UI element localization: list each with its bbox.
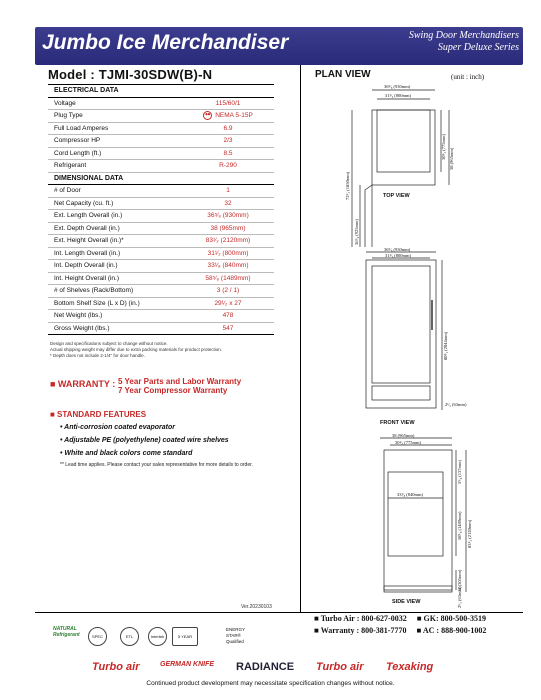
page-title: Jumbo Ice Merchandiser	[42, 31, 289, 54]
spec-label: Voltage	[48, 97, 182, 110]
spec-label: Ext. Depth Overall (in.)	[48, 222, 182, 235]
top-view-door-swing	[365, 185, 372, 247]
dim-front-base: 2¹⁄₂ (63mm)	[445, 402, 467, 407]
top-view-interior	[377, 110, 430, 172]
warranty-badge-icon: 5 YEAR	[172, 627, 198, 646]
spec-value: 2/3	[182, 135, 274, 148]
side-view-interior	[388, 472, 443, 556]
spec-label: Gross Weight (lbs.)	[48, 322, 182, 335]
dim-side-top: 5⁵⁄₈ (137mm)	[457, 459, 462, 484]
contact-ac: ■ AC : 888-900-1002	[416, 626, 487, 635]
dim-front-height: 80¹⁄₂ (2044mm)	[443, 331, 448, 360]
dim-side-depth: 38 (965mm)	[392, 433, 415, 438]
front-view-label: FRONT VIEW	[380, 420, 415, 426]
spec-value: 115/60/1	[182, 97, 274, 110]
warranty-line-1: 5 Year Parts and Labor Warranty	[118, 377, 242, 386]
spec-value: 29¹⁄₂ x 27	[182, 297, 274, 310]
lead-time-note: ** Lead time applies. Please contact your sales representative for more details to order.	[60, 462, 253, 468]
brand-turbo-air-logo-2: Turbo air	[316, 661, 364, 673]
spec-label: Net Weight (lbs.)	[48, 310, 182, 323]
note-line: Actual shipping weight may differ due to extra packing materials for product protection.	[50, 347, 223, 352]
spec-label: Refrigerant	[48, 160, 182, 173]
spec-cert-icon: SPEC	[88, 627, 107, 646]
spec-label: Int. Depth Overall (in.)	[48, 260, 182, 273]
spec-value: 33¹⁄₈ (840mm)	[182, 260, 274, 273]
version-label: Ver.20230103	[241, 604, 272, 610]
side-view-cabinet	[384, 450, 452, 590]
section-heading-text: ELECTRICAL DATA	[48, 85, 274, 98]
plug-icon: ⦁⦁	[205, 112, 211, 119]
spec-value: 36⁵⁄₈ (930mm)	[182, 210, 274, 223]
warranty-line-2: 7 Year Compressor Warranty	[118, 386, 228, 395]
note-line: * Depth does not include 2-1/4" for door handle.	[50, 353, 145, 358]
spec-value: 478	[182, 310, 274, 323]
feature-item: • White and black colors come standard	[60, 450, 193, 457]
warranty-label: ■ WARRANTY :	[50, 379, 116, 389]
dim-side-base: 2¹⁄₂ (63mm)	[457, 586, 462, 608]
dim-top-int-width: 31¹⁄₂ (800mm)	[385, 93, 412, 98]
dim-top-door: 36³⁄₈ (925mm)	[354, 218, 359, 245]
dim-side-depth-2: 30¹⁄₂ (775mm)	[395, 440, 422, 445]
dim-side-int-height: 58⁵⁄₈ (1489mm)	[457, 511, 462, 540]
plan-view-title: PLAN VIEW	[315, 69, 371, 80]
spec-value: 31¹⁄₂ (800mm)	[182, 247, 274, 260]
dim-side-int-depth: 33¹⁄₈ (840mm)	[397, 492, 424, 497]
spec-value: 58⁵⁄₈ (1489mm)	[182, 272, 274, 285]
contact-warranty: ■ Warranty : 800-381-7770	[314, 626, 407, 635]
note-line: Design and specifications subject to change without notice.	[50, 341, 168, 346]
spec-value: 32	[182, 197, 274, 210]
spec-label: Full Load Amperes	[48, 122, 182, 135]
subtitle-line-1: Swing Door Merchandisers	[408, 30, 519, 41]
spec-label: Net Capacity (cu. ft.)	[48, 197, 182, 210]
subtitle-line-2: Super Deluxe Series	[437, 42, 519, 53]
natural-refrigerant-badge: NATURAL Refrigerant	[53, 626, 80, 638]
spec-value: 3 (2 / 1)	[182, 285, 274, 298]
brand-texaking-logo: Texaking	[386, 661, 434, 673]
footer-disclaimer: Continued product development may necessitate specification changes without notice.	[146, 680, 395, 687]
side-view-base	[384, 586, 452, 592]
dim-side-low: 12 (305mm)	[457, 569, 462, 592]
dim-top-depth-2: 38 (965mm)	[449, 147, 454, 170]
dim-top-depth-1: 30¹⁄₂ (775mm)	[441, 133, 446, 160]
section-heading-text: DIMENSIONAL DATA	[48, 172, 274, 185]
unit-label: (unit : inch)	[451, 73, 485, 81]
spec-value: 6.9	[182, 122, 274, 135]
model-number: Model : TJMI-30SDW(B)-N	[48, 67, 213, 82]
contact-gk: ■ GK: 800-500-3519	[416, 614, 486, 623]
spec-value: 8.5	[182, 147, 274, 160]
spec-label: # of Shelves (Rack/Bottom)	[48, 285, 182, 298]
feature-item: • Adjustable PE (polyethylene) coated wire shelves	[60, 437, 229, 444]
dim-top-width: 36⁵⁄₈ (930mm)	[384, 84, 411, 89]
dim-top-open: 72³⁄₄ (1850mm)	[345, 171, 350, 200]
spec-label: Int. Length Overall (in.)	[48, 247, 182, 260]
spec-label: Ext. Height Overall (in.)*	[48, 235, 182, 248]
side-view-label: SIDE VIEW	[392, 599, 421, 605]
spec-value: 547	[182, 322, 274, 335]
standard-features-label: ■ STANDARD FEATURES	[50, 410, 147, 419]
spec-label: # of Door	[48, 185, 182, 198]
spec-label: Ext. Length Overall (in.)	[48, 210, 182, 223]
brand-turbo-air-logo: Turbo air	[92, 661, 140, 673]
dim-front-width: 36⁵⁄₈ (930mm)	[384, 247, 411, 252]
spec-label: Cord Length (ft.)	[48, 147, 182, 160]
spec-value: 38 (965mm)	[182, 222, 274, 235]
brand-german-knife-logo: GERMAN KNIFE	[160, 661, 215, 668]
spec-label: Plug Type	[48, 110, 182, 123]
brand-radiance-logo: RADIANCE	[236, 661, 295, 673]
spec-label: Bottom Shelf Size (L x D) (in.)	[48, 297, 182, 310]
front-view-glass	[372, 266, 430, 383]
spec-value: 83¹⁄₂ (2120mm)	[182, 235, 274, 248]
spec-value: 1	[182, 185, 274, 198]
intertek-cert-icon: Intertek	[148, 627, 167, 646]
top-view-label: TOP VIEW	[383, 193, 410, 199]
dim-side-height: 83¹⁄₂ (2120mm)	[467, 519, 472, 548]
top-view-cabinet	[372, 110, 435, 185]
contact-block	[314, 613, 486, 637]
contact-turbo-air: ■ Turbo Air : 800-627-0032	[314, 614, 407, 623]
etl-cert-icon: ETL	[120, 627, 139, 646]
plug-type-value: NEMA 5-15P	[215, 112, 253, 120]
spec-value: R-290	[182, 160, 274, 173]
spec-label: Compressor HP	[48, 135, 182, 148]
energy-star-badge: ENERGY STAR® Qualified	[226, 627, 245, 644]
spec-label: Int. Height Overall (in.)	[48, 272, 182, 285]
feature-item: • Anti-corrosion coated evaporator	[60, 424, 175, 431]
front-view-grille	[372, 386, 430, 400]
dim-front-int-width: 31¹⁄₂ (800mm)	[385, 253, 412, 258]
